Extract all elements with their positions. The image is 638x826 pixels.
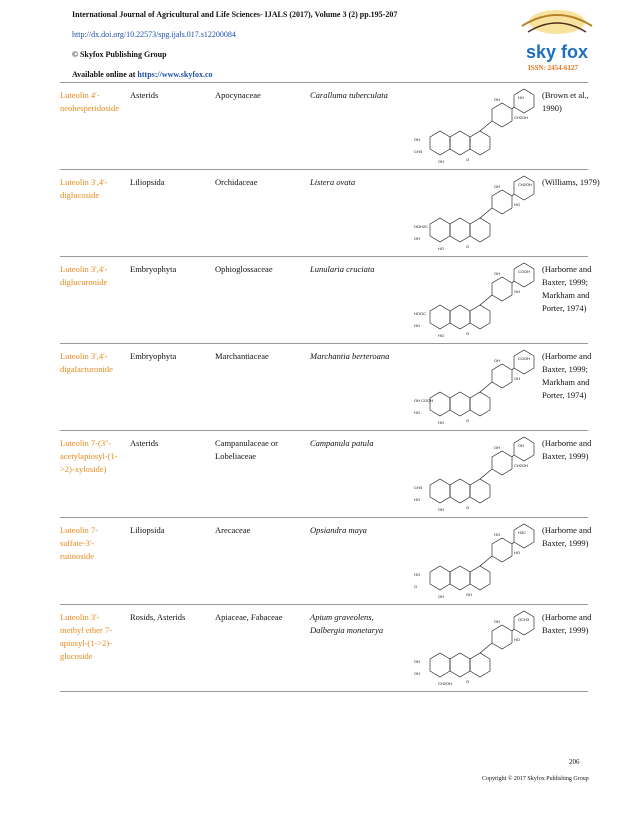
compound-name: Luteolin 3'-methyl ether 7-apiosyl-(1->2)-glucoside — [60, 612, 113, 661]
label-b: HO — [414, 410, 420, 415]
label-a: OH — [414, 659, 420, 664]
table-row — [60, 430, 592, 517]
reference: (Harborne and Baxter, 1999) — [542, 525, 592, 548]
clade: Embryophyta — [130, 264, 177, 274]
label-c: OH — [438, 594, 444, 599]
structure-cell — [410, 522, 540, 600]
label-c: OH — [438, 159, 444, 164]
label-g: O — [466, 418, 470, 423]
availability-line — [72, 68, 512, 81]
label-d: OH — [514, 289, 520, 294]
chemical-structure — [410, 261, 540, 339]
structure-cell — [410, 609, 540, 687]
family: Campanulaceae or Lobeliaceae — [215, 438, 279, 461]
label-e: HO — [518, 95, 524, 100]
clade: Embryophyta — [130, 351, 177, 361]
chemical-structure — [410, 348, 540, 426]
clade: Liliopsida — [130, 177, 165, 187]
label-b: OH — [414, 236, 420, 241]
label-c: HO — [438, 420, 444, 425]
table-row — [60, 169, 600, 256]
label-d: HO — [514, 550, 520, 555]
label-d: CH2OH — [514, 463, 529, 468]
species: Marchantia berteroana — [310, 351, 390, 361]
label-f: OH — [494, 184, 500, 189]
label-f: HO — [494, 532, 500, 537]
species: Campanula patula — [310, 438, 374, 448]
table-row — [60, 343, 592, 430]
label-f: OH — [494, 445, 500, 450]
clade: Asterids — [130, 438, 159, 448]
label-a: CH3 — [414, 485, 423, 490]
clade: Liliopsida — [130, 525, 165, 535]
compound-name: Luteolin 3',4'-diglucuronide — [60, 264, 108, 287]
compound-name: Luteolin 7-(3''-acetylapiosyl-(1->2)-xyloside) — [60, 438, 118, 474]
structure-cell — [410, 261, 540, 339]
label-f: OH — [494, 97, 500, 102]
label-c: HO — [438, 246, 444, 251]
label-g: O — [466, 331, 470, 336]
species: Caralluma tuberculata — [310, 90, 388, 100]
label-a: OH — [414, 137, 420, 142]
label-e: COOH — [518, 269, 530, 274]
reference: (Harborne and Baxter, 1999; Markham and Porter, 1974) — [542, 264, 592, 313]
label-a: HOOC — [414, 311, 426, 316]
label-f: OH — [494, 619, 500, 624]
reference: (Harborne and Baxter, 1999; Markham and Porter, 1974) — [542, 351, 592, 400]
label-c: HO — [438, 333, 444, 338]
label-e: OH — [518, 443, 524, 448]
family: Marchantiaceae — [215, 351, 269, 361]
compound-name: Luteolin 3',4'-diglucoside — [60, 177, 108, 200]
website-link[interactable]: https://www.skyfox.co — [137, 70, 213, 79]
reference: (Harborne and Baxter, 1999) — [542, 612, 592, 635]
label-b: HO — [414, 497, 420, 502]
label-g: O — [466, 244, 470, 249]
label-d: CH2OH — [514, 115, 529, 120]
structure-cell — [410, 435, 540, 513]
brand-wordmark: sky fox — [525, 42, 589, 62]
family: Arecaceae — [215, 525, 251, 535]
label-b: CH3 — [414, 149, 423, 154]
label-e: CH2OH — [518, 182, 533, 187]
journal-header — [72, 8, 512, 88]
chemical-structure — [410, 609, 540, 687]
doi-link[interactable]: http://dx.doi.org/10.22573/spg.ijals.017.s12200084 — [72, 30, 236, 39]
footer-copyright: Copyright © 2017 Skyfox Publishing Group — [482, 776, 589, 782]
label-g: O — [466, 679, 470, 684]
compound-name: Luteolin 4'-neohesperidoside — [60, 90, 120, 113]
label-f: OH — [494, 358, 500, 363]
label-e: OCH3 — [518, 617, 530, 622]
species: Opsiandra maya — [310, 525, 367, 535]
compound-name: Luteolin 7-sulfate-3'-rutinoside — [60, 525, 99, 561]
chemical-structure — [410, 435, 540, 513]
chemical-structure — [410, 174, 540, 252]
table-row — [60, 604, 592, 692]
species: Lunularia cruciata — [310, 264, 375, 274]
label-a: OH COOH — [414, 398, 434, 403]
table-row — [60, 517, 592, 604]
availability-prefix: Available online at — [72, 70, 138, 79]
label-e: COOH — [518, 356, 530, 361]
species: Listera ovata — [310, 177, 356, 187]
issn-label: ISSN: 2454-6127 — [528, 64, 578, 72]
table-row — [60, 256, 592, 343]
label-g: O — [466, 505, 470, 510]
copyright-line: © Skyfox Publishing Group — [72, 50, 167, 59]
family: Ophioglossaceae — [215, 264, 273, 274]
structure-cell — [410, 348, 540, 426]
species: Apium graveolens, Dalbergia monetarya — [310, 612, 384, 635]
chemical-structure — [410, 522, 540, 600]
luteolin-table — [60, 82, 600, 692]
label-g: OH — [466, 592, 472, 597]
reference: (Williams, 1979) — [542, 177, 600, 187]
label-g: O — [466, 157, 470, 162]
compound-name: Luteolin 3',4'-digalacturonide — [60, 351, 113, 374]
family: Apocynaceae — [215, 90, 261, 100]
label-b: OH — [414, 671, 420, 676]
reference: (Brown et al., 1990) — [542, 90, 589, 113]
clade: Asterids — [130, 90, 159, 100]
family: Orchidaceae — [215, 177, 258, 187]
label-d: HO — [514, 202, 520, 207]
label-a: HOH2C — [414, 224, 429, 229]
clade: Rosids, Asterids — [130, 612, 186, 622]
chemical-structure — [410, 87, 540, 165]
label-b: O — [414, 584, 418, 589]
page-number: 206 — [569, 758, 580, 766]
table-row — [60, 82, 588, 169]
label-e: H3C — [518, 530, 527, 535]
label-b: HO — [414, 323, 420, 328]
family: Apiaceae, Fabaceae — [215, 612, 283, 622]
structure-cell — [410, 87, 540, 165]
label-d: HO — [514, 637, 520, 642]
structure-cell — [410, 174, 540, 252]
journal-title: International Journal of Agricultural and Life Sciences- IJALS (2017), Volume 3 (2) pp.195-207 — [72, 10, 398, 19]
label-f: OH — [494, 271, 500, 276]
label-c: CH2OH — [438, 681, 453, 686]
reference: (Harborne and Baxter, 1999) — [542, 438, 592, 461]
label-c: OH — [438, 507, 444, 512]
label-a: HO — [414, 572, 420, 577]
label-d: OH — [514, 376, 520, 381]
